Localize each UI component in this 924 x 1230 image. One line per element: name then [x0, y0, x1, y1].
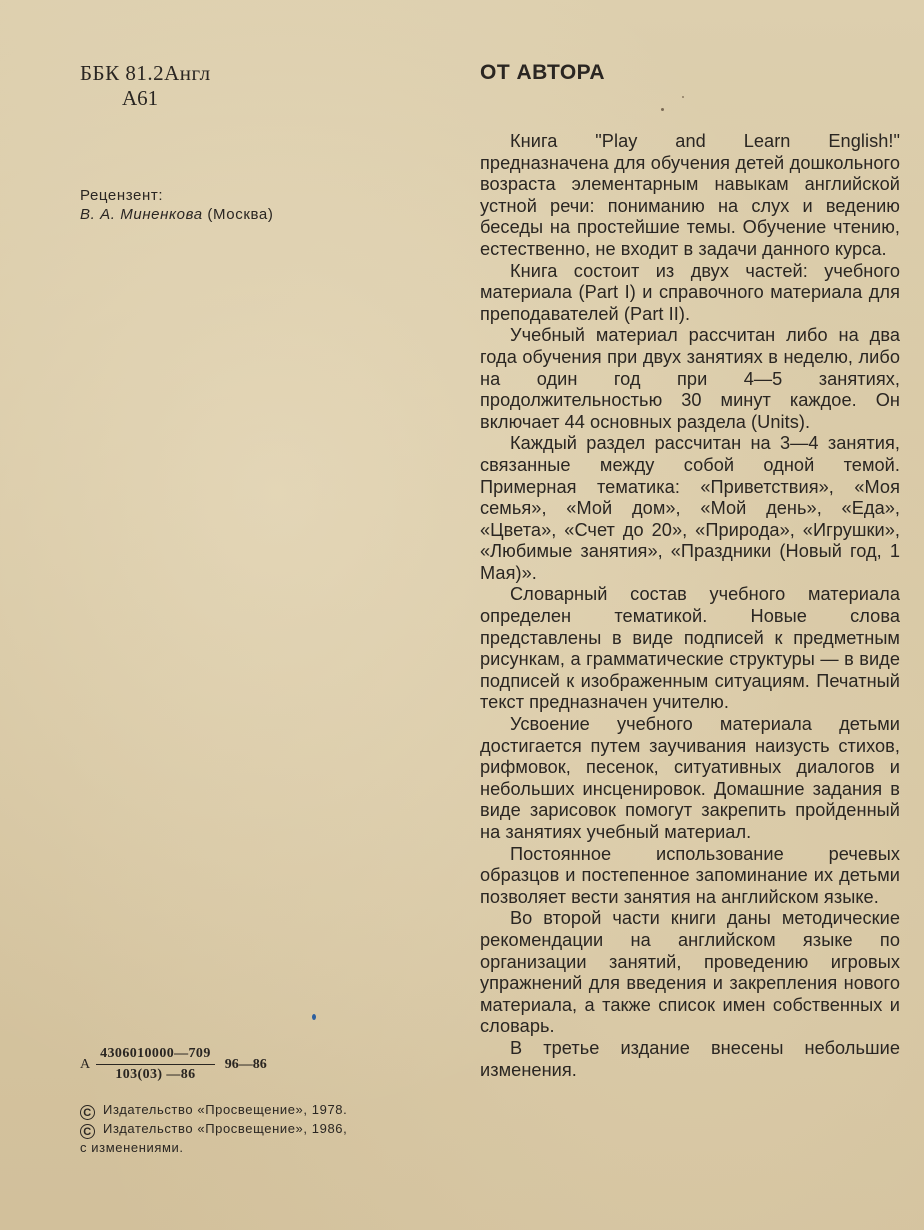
index-fraction: [96, 1046, 215, 1083]
preface-body: [480, 131, 900, 1081]
catalog-index: [80, 1046, 460, 1083]
author-sign: А61: [122, 86, 159, 110]
copyright-line-1: [80, 1101, 460, 1120]
preface-paragraph: Словарный состав учебного материала определен тематикой. Новые слова представлены в виде подписей к предметным рисункам, а грамматические структуры — в виде подписей к изображенным ситуациям. Печатный текст предназначен учителю.: [480, 584, 900, 713]
preface-paragraph: Книга "Play and Learn English!" предназначена для обучения детей дошкольного возраста элементарным навыкам английской устной речи: пониманию на слух и ведению беседы на простейшие темы. Обучение чтению, естественно, не входит в задачи данного курса.: [480, 131, 900, 259]
copyright-icon: C: [80, 1124, 95, 1139]
preface-paragraph: Учебный материал рассчитан либо на два года обучения при двух занятиях в неделю, либо на один год при 4—5 занятиях, продолжительностью 30 минут каждое. Он включает 44 основных раздела (Units).: [480, 325, 900, 432]
index-denominator: 103(03) —86: [115, 1067, 196, 1082]
index-prefix: А: [80, 1056, 91, 1072]
preface-paragraph: Во второй части книги даны методические рекомендации на английском языке по организации занятий, проведению игровых упражнений для введения и закрепления нового материала, а также список имен собственных и словарь.: [480, 908, 900, 1037]
preface-heading: ОТ АВТОРА: [480, 61, 605, 84]
preface-paragraph: Постоянное использование речевых образцов и постепенное запоминание их детьми позволяет вести занятия на английском языке.: [480, 843, 900, 907]
preface-paragraph: В третье издание внесены небольшие изменения.: [480, 1037, 900, 1080]
copyright-text-3: с изменениями.: [80, 1140, 184, 1155]
reviewer-block: [80, 186, 440, 224]
reviewer-line: [80, 205, 440, 224]
preface-paragraph: Каждый раздел рассчитан на 3—4 занятия, связанные между собой одной темой. Примерная тематика: «Приветствия», «Моя семья», «Мой дом», «Мой день», «Еда», «Цвета», «Счет до 20», «Природа», «Игрушки», «Любимые занятия», «Праздники (Новый год, 1 Мая)».: [480, 433, 900, 583]
catalog-index-block: [80, 1046, 460, 1157]
index-numerator: 4306010000—709: [96, 1046, 215, 1065]
preface-paragraph: Усвоение учебного материала детьми достигается путем заучивания наизусть стихов, рифмовок, песенок, ситуативных диалогов и небольших инсценировок. Домашние задания в виде зарисовок помогут закрепить пройденный на занятиях учебный материал.: [480, 714, 900, 842]
copyright-line-2: [80, 1120, 460, 1139]
copyright-text-2: Издательство «Просвещение», 1986,: [103, 1121, 348, 1136]
preface-column: [480, 60, 900, 1081]
imprint-column: [80, 60, 440, 224]
index-suffix: 96—86: [224, 1056, 267, 1072]
reviewer-label: Рецензент:: [80, 187, 164, 204]
copyright-block: [80, 1101, 460, 1157]
reviewer-city: (Москва): [207, 206, 274, 223]
preface-paragraph: Книга состоит из двух частей: учебного материала (Part I) и справочного материала для преподавателей (Part II).: [480, 260, 900, 324]
ink-speck: [312, 1014, 316, 1020]
bbk-classification: ББК 81.2Англ: [80, 61, 211, 85]
reviewer-name: В. А. Миненкова: [80, 206, 203, 223]
copyright-icon: C: [80, 1105, 95, 1120]
copyright-text-1: Издательство «Просвещение», 1978.: [103, 1102, 348, 1117]
